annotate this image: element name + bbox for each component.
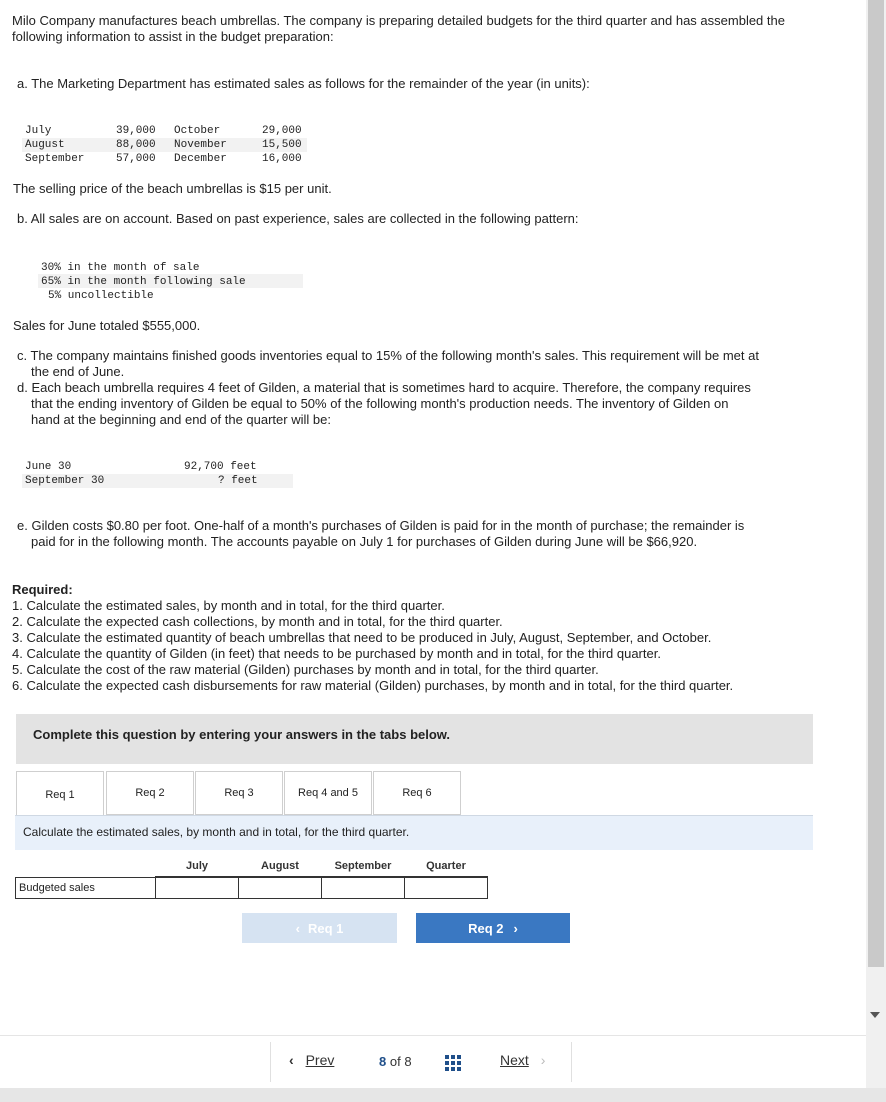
horizontal-scrollbar[interactable] bbox=[0, 1088, 886, 1102]
next-label: Next bbox=[500, 1052, 529, 1068]
sales-units-august: 88,000 bbox=[116, 139, 156, 151]
prev-req-button[interactable] bbox=[242, 913, 397, 943]
required-item: 3. Calculate the estimated quantity of beach umbrellas that need to be produced in July, August, September, and October. bbox=[12, 630, 712, 645]
scroll-down-arrow-icon[interactable] bbox=[870, 1012, 880, 1018]
grid-icon[interactable] bbox=[445, 1055, 461, 1071]
june-sales-text: Sales for June totaled $555,000. bbox=[13, 318, 201, 333]
required-item: 4. Calculate the quantity of Gilden (in feet) that needs to be purchased by month and in total, for the third quarter. bbox=[12, 646, 661, 661]
budgeted-sales-september-input[interactable] bbox=[322, 878, 404, 898]
required-title: Required: bbox=[12, 582, 73, 597]
gilden-amount: ? feet bbox=[218, 475, 258, 487]
collection-item: 30% in the month of sale bbox=[41, 262, 200, 274]
required-item: 6. Calculate the expected cash disbursements for raw material (Gilden) purchases, by month and in total, for the third quarter. bbox=[12, 678, 734, 693]
sales-month-july: July bbox=[25, 125, 52, 137]
sales-month-december: December bbox=[174, 153, 227, 165]
prev-label: Prev bbox=[305, 1052, 335, 1068]
gilden-amount: 92,700 feet bbox=[184, 461, 257, 473]
sales-month-september: September bbox=[25, 153, 85, 165]
sales-units-november: 15,500 bbox=[262, 139, 302, 151]
chevron-right-icon: › bbox=[540, 1052, 546, 1068]
column-header-september: September bbox=[322, 856, 405, 877]
part-e-text-2: paid for in the following month. The accounts payable on July 1 for purchases of Gilden during June will be $66,920. bbox=[31, 534, 698, 549]
column-header-july: July bbox=[156, 856, 239, 877]
sales-units-october: 29,000 bbox=[262, 125, 302, 137]
tab-req-4-and-5[interactable]: Req 4 and 5 bbox=[284, 771, 372, 815]
instruction-banner-text: Complete this question by entering your answers in the tabs below. bbox=[33, 727, 451, 742]
prev-req-label: Req 1 bbox=[307, 920, 344, 936]
chevron-left-icon: ‹ bbox=[289, 1052, 294, 1068]
budgeted-sales-july-input[interactable] bbox=[156, 878, 238, 898]
sales-month-october: October bbox=[174, 125, 221, 137]
of-label: of bbox=[389, 1054, 401, 1069]
sales-units-december: 16,000 bbox=[262, 153, 302, 165]
required-item: 2. Calculate the expected cash collections, by month and in total, for the third quarter. bbox=[12, 614, 503, 629]
sales-month-november: November bbox=[174, 139, 227, 151]
grid-corner bbox=[16, 856, 156, 877]
part-e-text-1: e. Gilden costs $0.80 per foot. One-half of a month's purchases of Gilden is paid for in the month of purchase; the remainder is bbox=[17, 518, 745, 533]
collection-item: 5% uncollectible bbox=[48, 290, 154, 302]
input-cell-august[interactable] bbox=[239, 877, 322, 899]
requirement-instruction-text: Calculate the estimated sales, by month and in total, for the third quarter. bbox=[23, 825, 410, 839]
part-c-text-1: c. The company maintains finished goods inventories equal to 15% of the following month's sales. This requirement will be met at bbox=[17, 348, 759, 363]
column-header-quarter: Quarter bbox=[405, 856, 488, 877]
next-question-button[interactable] bbox=[500, 1052, 545, 1068]
footer-divider bbox=[0, 1035, 866, 1036]
prev-question-button[interactable] bbox=[289, 1052, 334, 1068]
part-a-text: a. The Marketing Department has estimated sales as follows for the remainder of the year (in units): bbox=[17, 76, 590, 91]
part-d-text-1: d. Each beach umbrella requires 4 feet of Gilden, a material that is sometimes hard to acquire. Therefore, the company requires bbox=[17, 380, 751, 395]
tab-req-2[interactable]: Req 2 bbox=[106, 771, 194, 815]
input-cell-quarter[interactable] bbox=[405, 877, 488, 899]
required-item: 1. Calculate the estimated sales, by month and in total, for the third quarter. bbox=[12, 598, 445, 613]
input-cell-july[interactable] bbox=[156, 877, 239, 899]
answer-grid bbox=[15, 856, 488, 899]
tab-req-3[interactable]: Req 3 bbox=[195, 771, 283, 815]
total-question-number: 8 bbox=[404, 1054, 412, 1069]
tab-req-6[interactable]: Req 6 bbox=[373, 771, 461, 815]
row-label-budgeted-sales: Budgeted sales bbox=[16, 877, 156, 899]
collection-item: 65% in the month following sale bbox=[41, 276, 246, 288]
gilden-date: September 30 bbox=[25, 475, 105, 487]
part-d-text-3: hand at the beginning and end of the quarter will be: bbox=[31, 412, 331, 427]
part-c-text-2: the end of June. bbox=[31, 364, 125, 379]
chevron-left-icon: ‹ bbox=[295, 920, 300, 936]
chevron-right-icon: › bbox=[513, 920, 518, 936]
next-req-label: Req 2 bbox=[468, 920, 504, 936]
column-header-august: August bbox=[239, 856, 322, 877]
question-counter bbox=[379, 1054, 412, 1069]
price-text: The selling price of the beach umbrellas is $15 per unit. bbox=[13, 181, 332, 196]
next-req-button[interactable] bbox=[416, 913, 570, 943]
scrollbar-thumb[interactable] bbox=[868, 0, 884, 967]
question-pager bbox=[270, 1042, 572, 1082]
gilden-date: June 30 bbox=[25, 461, 72, 473]
sales-units-july: 39,000 bbox=[116, 125, 156, 137]
budgeted-sales-august-input[interactable] bbox=[239, 878, 321, 898]
input-cell-september[interactable] bbox=[322, 877, 405, 899]
tab-req-1[interactable]: Req 1 bbox=[16, 771, 104, 817]
intro-text: Milo Company manufactures beach umbrellas. The company is preparing detailed budgets for the third quarter and has assembled the following information to assist in the budget preparation: bbox=[12, 13, 785, 44]
required-item: 5. Calculate the cost of the raw material (Gilden) purchases by month and in total, for the third quarter. bbox=[12, 662, 599, 677]
budgeted-sales-quarter-input[interactable] bbox=[405, 878, 487, 898]
sales-month-august: August bbox=[25, 139, 65, 151]
sales-units-september: 57,000 bbox=[116, 153, 156, 165]
part-b-text: b. All sales are on account. Based on past experience, sales are collected in the following pattern: bbox=[17, 211, 579, 226]
part-d-text-2: that the ending inventory of Gilden be equal to 50% of the following month's production needs. The inventory of Gilden on bbox=[31, 396, 729, 411]
current-question-number: 8 bbox=[379, 1054, 387, 1069]
